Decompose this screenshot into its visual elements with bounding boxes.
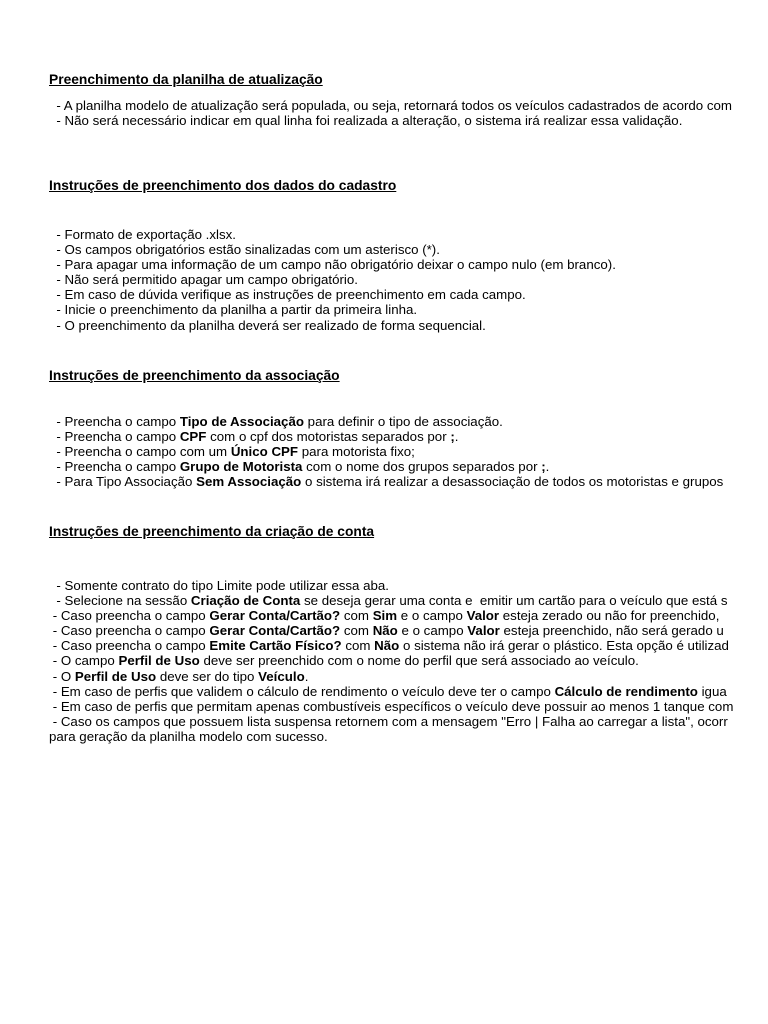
instruction-line	[49, 459, 723, 474]
instruction-line	[49, 474, 723, 489]
instruction-line	[49, 669, 733, 684]
instruction-bold-text: Sem Associação	[196, 474, 302, 490]
instruction-line	[49, 414, 723, 429]
instruction-line	[49, 429, 723, 444]
section-title-update-spreadsheet: Preenchimento da planilha de atualização	[49, 72, 323, 87]
instruction-bold-text: Valor	[467, 623, 500, 639]
instruction-text: - Preencha o campo	[49, 414, 180, 429]
instruction-text: deve ser do tipo	[156, 668, 259, 684]
instruction-bold-text: Perfil de Uso	[74, 668, 157, 684]
instruction-text: - Selecione na sessão	[49, 593, 191, 609]
instruction-text: - Em caso de perfis que validem o cálculo de rendimento o veículo deve ter o campo	[49, 683, 555, 699]
instruction-line	[49, 113, 732, 128]
instruction-text: e o campo	[397, 623, 468, 639]
instruction-bold-text: Grupo de Motorista	[179, 459, 303, 475]
instruction-bold-text: Perfil de Uso	[118, 653, 200, 669]
instruction-text: o sistema não irá gerar o plástico. Esta opção é utilizad	[399, 638, 729, 654]
instruction-text: e o campo	[397, 608, 467, 624]
instruction-text: - Formato de exportação .xlsx.	[49, 227, 236, 242]
instruction-text: se deseja gerar uma conta e emitir um cartão para o veículo que está s	[300, 593, 728, 609]
instruction-text: - Preencha o campo	[49, 429, 180, 445]
instruction-bold-text: CPF	[179, 429, 207, 445]
instruction-text: - A planilha modelo de atualização será populada, ou seja, retornará todos os veículos cadastrados de acordo com	[49, 98, 732, 113]
instruction-text: - Para Tipo Associação	[49, 474, 197, 490]
instruction-text: esteja preenchido, não será gerado u	[499, 623, 724, 639]
instruction-text: o sistema irá realizar a desassociação de todos os motoristas e grupos	[301, 474, 724, 490]
instruction-line	[49, 638, 733, 653]
instruction-line	[49, 242, 616, 257]
instruction-text: - O	[49, 668, 75, 684]
instruction-text: .	[454, 429, 459, 445]
instruction-text: com	[340, 608, 373, 624]
instruction-bold-text: Criação de Conta	[190, 593, 301, 609]
instruction-text: - Os campos obrigatórios estão sinalizadas com um asterisco (*).	[49, 242, 440, 258]
instruction-bold-text: Gerar Conta/Cartão?	[209, 623, 341, 639]
section-lines-account-creation	[49, 578, 733, 744]
instruction-text: com o nome dos grupos separados por	[302, 459, 542, 475]
instruction-line	[49, 318, 616, 333]
instruction-text: - O preenchimento da planilha deverá ser realizado de forma sequencial.	[49, 317, 486, 333]
instruction-text: para motorista fixo;	[298, 444, 415, 460]
instruction-text: esteja zerado ou não for preenchido,	[499, 608, 724, 624]
instruction-text: com	[341, 638, 375, 654]
instruction-text: - Não será permitido apagar um campo obrigatório.	[49, 272, 358, 288]
instruction-text: .	[545, 459, 550, 475]
section-title-association: Instruções de preenchimento da associação	[49, 368, 340, 383]
instruction-text: - Inicie o preenchimento da planilha a partir da primeira linha.	[49, 302, 418, 318]
instruction-text: - Em caso de perfis que permitam apenas combustíveis específicos o veículo deve possuir ao menos 1 tanque com	[49, 698, 734, 714]
instruction-bold-text: Único CPF	[230, 444, 299, 460]
instruction-text: - Caso os campos que possuem lista suspensa retornem com a mensagem "Erro | Falha ao carregar a lista", ocorr	[49, 713, 728, 729]
instruction-text: para definir o tipo de associação.	[303, 414, 503, 429]
instruction-line	[49, 257, 616, 272]
instruction-line	[49, 608, 733, 623]
instruction-bold-text: ;	[450, 429, 455, 445]
instruction-text: - Caso preencha o campo	[49, 608, 210, 624]
instruction-text: .	[304, 668, 309, 684]
instruction-bold-text: Não	[374, 638, 400, 654]
instruction-text: - Em caso de dúvida verifique as instruções de preenchimento em cada campo.	[49, 287, 526, 303]
instruction-bold-text: Veículo	[258, 668, 305, 684]
instruction-text: - Caso preencha o campo	[49, 623, 210, 639]
instruction-bold-text: Tipo de Associação	[179, 414, 304, 429]
instruction-bold-text: Gerar Conta/Cartão?	[209, 608, 341, 624]
instruction-text: deve ser preenchido com o nome do perfil que será associado ao veículo.	[199, 653, 639, 669]
instruction-text: para geração da planilha modelo com sucesso.	[49, 728, 328, 744]
instruction-bold-text: Não	[372, 623, 398, 639]
instruction-text: - Para apagar uma informação de um campo não obrigatório deixar o campo nulo (em branco).	[49, 257, 616, 273]
instruction-line	[49, 444, 723, 459]
instruction-text: com o cpf dos motoristas separados por	[206, 429, 451, 445]
instruction-text: - Somente contrato do tipo Limite pode utilizar essa aba.	[49, 578, 389, 593]
instruction-bold-text: ;	[541, 459, 546, 475]
section-lines-association	[49, 414, 723, 489]
section-lines-update-spreadsheet	[49, 98, 732, 128]
section-lines-registration-data	[49, 227, 616, 333]
instruction-line	[49, 302, 616, 317]
instruction-text: - Não será necessário indicar em qual linha foi realizada a alteração, o sistema irá realizar essa validação.	[49, 113, 683, 129]
instruction-line	[49, 653, 733, 668]
instruction-line	[49, 684, 733, 699]
instruction-bold-text: Sim	[372, 608, 398, 624]
instruction-text: - Preencha o campo	[49, 459, 180, 475]
instruction-line	[49, 623, 733, 638]
section-title-account-creation: Instruções de preenchimento da criação de conta	[49, 524, 375, 539]
instruction-bold-text: Cálculo de rendimento	[554, 683, 698, 699]
instruction-bold-text: Emite Cartão Físico?	[209, 638, 342, 654]
instruction-text: igua	[697, 683, 727, 699]
instruction-text: - O campo	[49, 653, 119, 669]
instruction-line	[49, 227, 616, 242]
instruction-bold-text: Valor	[466, 608, 500, 624]
section-title-registration-data: Instruções de preenchimento dos dados do cadastro	[49, 178, 397, 193]
instruction-line	[49, 287, 616, 302]
instruction-line	[49, 98, 732, 113]
instruction-line	[49, 578, 733, 593]
instruction-text: - Preencha o campo com um	[49, 444, 231, 460]
instruction-line	[49, 714, 733, 729]
instruction-line	[49, 729, 733, 744]
instruction-line	[49, 699, 733, 714]
instruction-text: - Caso preencha o campo	[49, 638, 210, 654]
instruction-line	[49, 272, 616, 287]
instruction-text: com	[340, 623, 373, 639]
instruction-line	[49, 593, 733, 608]
